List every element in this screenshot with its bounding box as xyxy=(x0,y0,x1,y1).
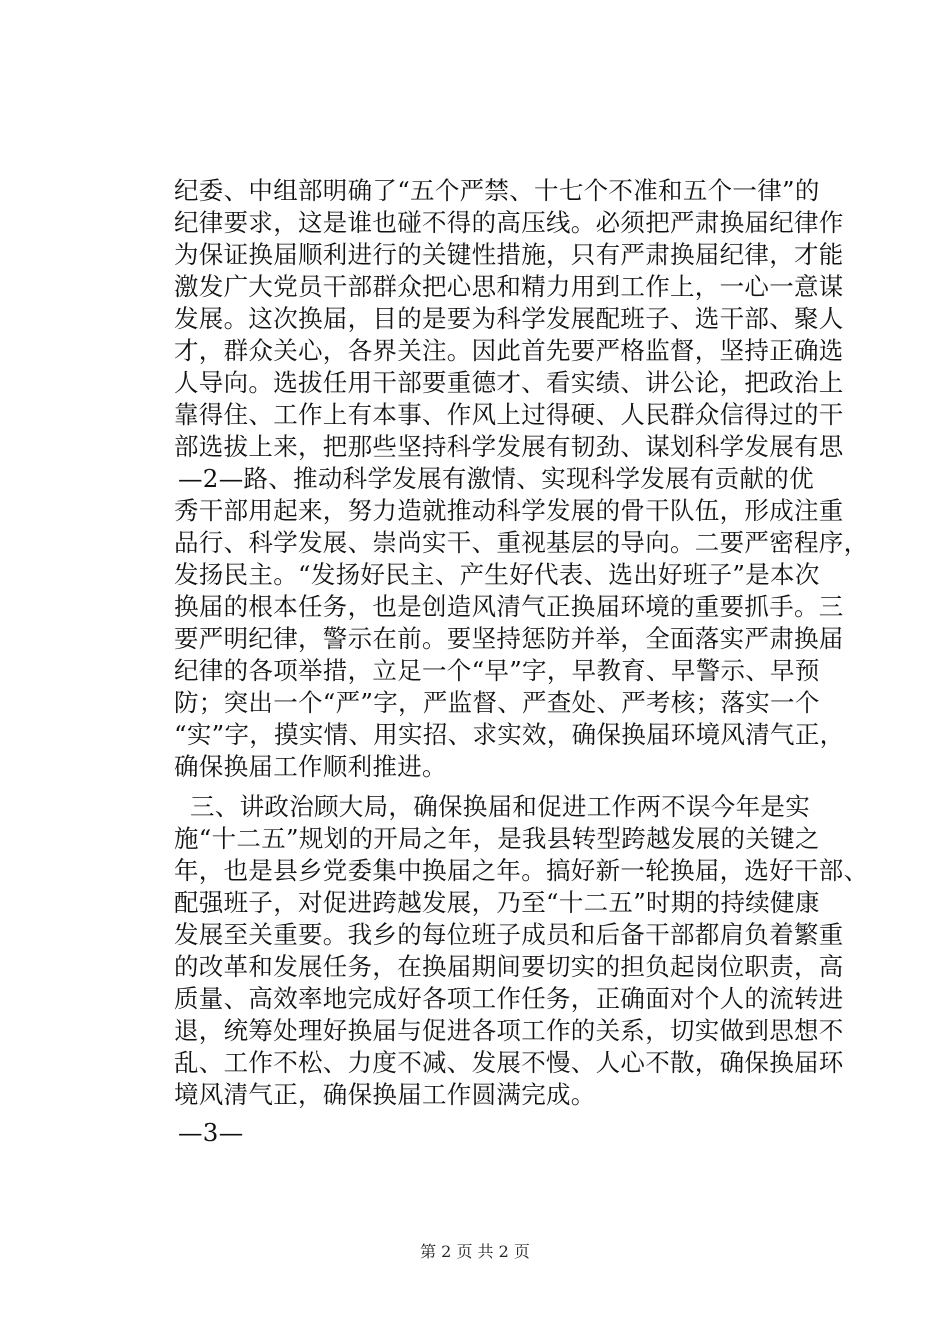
text-line: 换届的根本任务，也是创造风清气正换届环境的重要抓手。三 xyxy=(174,592,844,621)
text-line: 发展。这次换届，目的是要为科学发展配班子、选干部、聚人 xyxy=(174,304,844,333)
text-line: 部选拔上来，把那些坚持科学发展有韧劲、谋划科学发展有思 xyxy=(174,432,844,461)
text-line: 确保换届工作顺利推进。 xyxy=(174,752,447,781)
text-line: 三、讲政治顾大局，确保换届和促进工作两不误今年是实 xyxy=(190,792,810,821)
text-line: —3— xyxy=(178,1118,244,1147)
text-line: 纪委、中组部明确了“五个严禁、十七个不准和五个一律”的 xyxy=(174,176,820,205)
text-line: 秀干部用起来，努力造就推动科学发展的骨干队伍，形成注重 xyxy=(174,496,844,525)
text-line: 乱、工作不松、力度不减、发展不慢、人心不散，确保换届环 xyxy=(174,1048,844,1077)
page-footer: 第 2 页 共 2 页 xyxy=(420,1242,530,1261)
text-line: 品行、科学发展、崇尚实干、重视基层的导向。二要严密程序， xyxy=(174,528,869,557)
text-line: 纪律的各项举措，立足一个“早”字，早教育、早警示、早预 xyxy=(174,656,820,685)
text-line: 发展至关重要。我乡的每位班子成员和后备干部都肩负着繁重 xyxy=(174,920,844,949)
text-line: 质量、高效率地完成好各项工作任务，正确面对个人的流转进 xyxy=(174,984,844,1013)
text-line: 的改革和发展任务，在换届期间要切实的担负起岗位职责，高 xyxy=(174,952,844,981)
text-line: 发扬民主。“发扬好民主、产生好代表、选出好班子”是本次 xyxy=(174,560,820,589)
text-line: 为保证换届顺利进行的关键性措施，只有严肃换届纪律，才能 xyxy=(174,240,844,269)
text-line: —2—路、推动科学发展有激情、实现科学发展有贡献的优 xyxy=(178,464,814,493)
text-line: 境风清气正，确保换届工作圆满完成。 xyxy=(174,1080,596,1109)
text-line: 靠得住、工作上有本事、作风上过得硬、人民群众信得过的干 xyxy=(174,400,844,429)
text-line: 人导向。选拔任用干部要重德才、看实绩、讲公论，把政治上 xyxy=(174,368,844,397)
text-line: 年，也是县乡党委集中换届之年。搞好新一轮换届，选好干部、 xyxy=(174,856,869,885)
text-line: 退，统筹处理好换届与促进各项工作的关系，切实做到思想不 xyxy=(174,1016,844,1045)
text-line: 要严明纪律，警示在前。要坚持惩防并举，全面落实严肃换届 xyxy=(174,624,844,653)
text-line: 配强班子，对促进跨越发展，乃至“十二五”时期的持续健康 xyxy=(174,888,820,917)
text-line: 才，群众关心，各界关注。因此首先要严格监督，坚持正确选 xyxy=(174,336,844,365)
text-line: 施“十二五”规划的开局之年，是我县转型跨越发展的关键之 xyxy=(174,824,820,853)
text-line: “实”字，摸实情、用实招、求实效，确保换届环境风清气正， xyxy=(174,720,845,749)
text-line: 纪律要求，这是谁也碰不得的高压线。必须把严肃换届纪律作 xyxy=(174,208,844,237)
text-line: 防；突出一个“严”字，严监督、严查处、严考核；落实一个 xyxy=(174,688,820,717)
text-line: 激发广大党员干部群众把心思和精力用到工作上，一心一意谋 xyxy=(174,272,844,301)
